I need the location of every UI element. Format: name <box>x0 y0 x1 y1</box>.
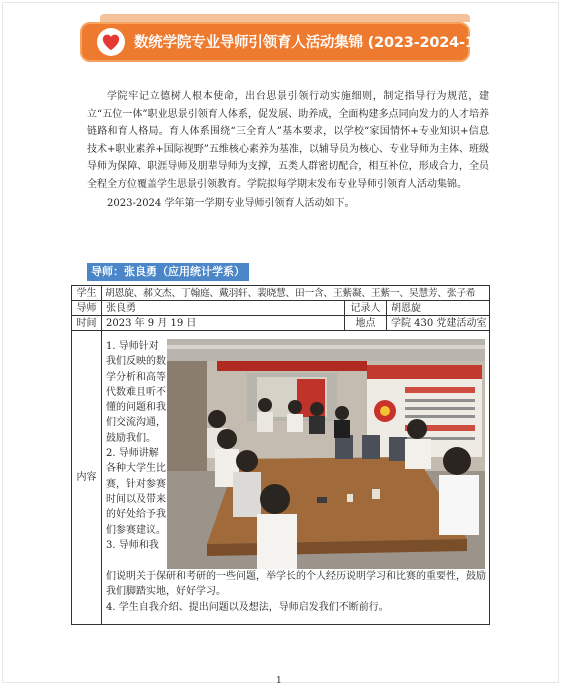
time-label: 时间 <box>72 316 102 331</box>
content-label: 内容 <box>72 331 102 624</box>
place-label: 地点 <box>345 316 387 331</box>
mentor-label: 导师 <box>72 301 102 316</box>
activity-table <box>71 285 490 625</box>
intro-text <box>87 88 489 213</box>
meeting-photo <box>167 339 485 569</box>
students-label: 学生 <box>72 286 102 301</box>
page-number: 1 <box>276 676 282 685</box>
content-side-text: 1. 导师针对我们反映的数学分析和高等代数难且听不懂的问题和我们交流沟通，鼓励我们。 2. 导师讲解各种大学生比赛，针对参赛时间以及带来的好处给予我们参赛建议。 3. 导师和我 <box>106 341 166 551</box>
recorder-label: 记录人 <box>345 301 387 316</box>
mentor-value: 张良勇 <box>102 301 345 316</box>
content-cell <box>102 331 489 624</box>
content-line-3: 4. 学生自我介绍、提出问题以及想法，导师启发我们不断前行。 <box>106 601 389 613</box>
content-bottom-text <box>106 569 486 615</box>
page-title: 数统学院专业导师引领育人活动集锦 (2023-2024-1) <box>134 35 482 51</box>
time-value: 2023 年 9 月 19 日 <box>102 316 345 331</box>
place-value: 学院 430 党建活动室 <box>387 316 489 331</box>
intro-paragraph: 学院牢记立德树人根本使命，出台思景引领行动实施细则，制定指导行为规范，建立“五位一体”职业思景引领育人体系，促发展、助养成，全面构建多点同向发力的人才培养链路和育人格局。育人体系围绕“三全育人”基本要求，以学校“家国情怀+专业知识+信息技术+职业素养+国际视野”五维核心素养为基准，以辅导员为核心、专业导师为主体、班级导师为保障、职涯导师及朋辈导师为支撑，五类人群密切配合，相互补位，形成合力，全员全程全方位覆盖学生思景引领教育。学院拟每学期末发布专业导师引领育人活动集锦。 <box>87 91 489 190</box>
mentor-heading: 导师：张良勇（应用统计学系） <box>87 263 249 281</box>
students-value: 胡恩旋、郝文杰、丁翰庭、戴羽轩、裴晓慧、田一含、王紫凝、王紫一、吴慧芳、张子希 <box>102 286 489 301</box>
recorder-value: 胡恩旋 <box>387 301 489 316</box>
intro-summary: 2023-2024 学年第一学期专业导师引领育人活动如下。 <box>107 198 355 209</box>
banner-shadow <box>100 14 470 22</box>
heart-icon <box>97 28 125 56</box>
content-line-2: 们说明关于保研和考研的一些问题，举学长的个人经历说明学习和比赛的重要性，鼓励我们脚踏实地，好好学习。 <box>106 571 486 598</box>
